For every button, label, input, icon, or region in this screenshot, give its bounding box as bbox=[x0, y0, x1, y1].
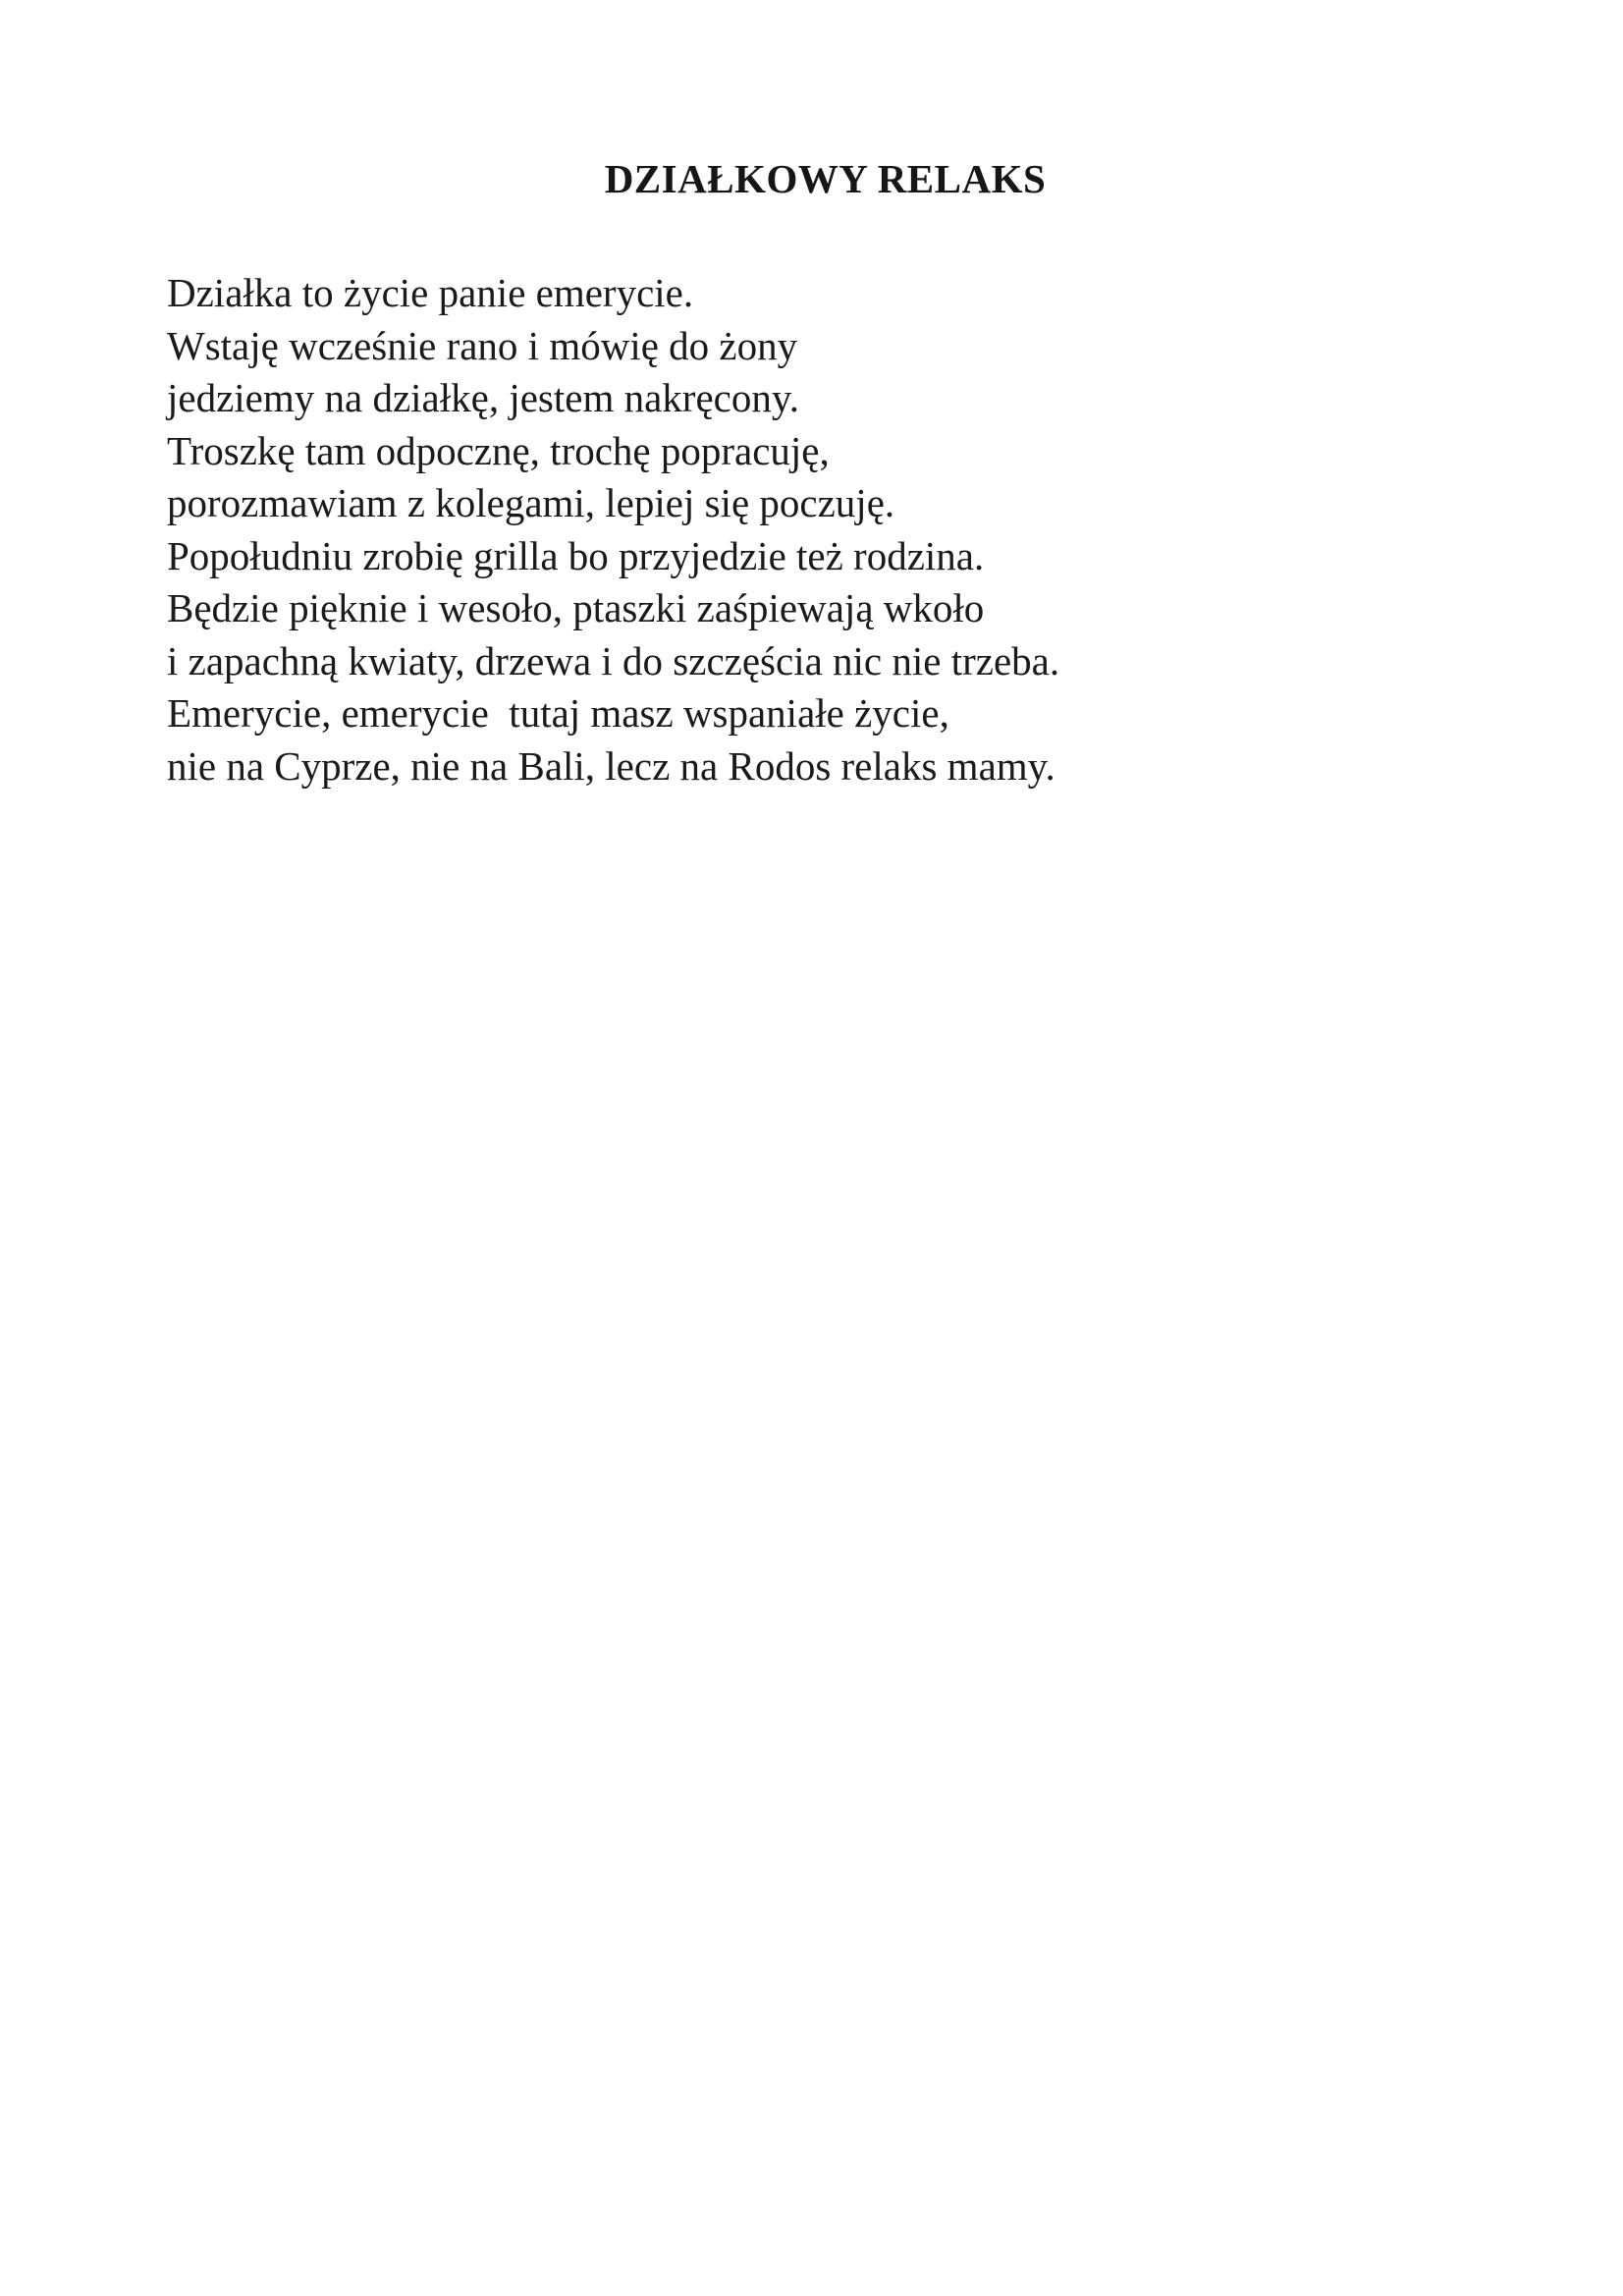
poem-line: Działka to życie panie emerycie. bbox=[167, 270, 694, 315]
poem-title: DZIAŁKOWY RELAKS bbox=[604, 156, 1047, 201]
poem-line: Troszkę tam odpocznę, trochę popracuję, bbox=[167, 427, 830, 473]
poem-line: nie na Cyprze, nie na Bali, lecz na Rodos relaks mamy. bbox=[167, 742, 1055, 789]
poem-body bbox=[167, 267, 1059, 793]
poem-line: Popołudniu zrobię grilla bo przyjedzie też rodzina. bbox=[167, 532, 985, 578]
poem-line: jedziemy na działkę, jestem nakręcony. bbox=[167, 375, 799, 420]
poem-line: Emerycie, emerycie tutaj masz wspaniałe życie, bbox=[167, 690, 949, 736]
poem-line: Będzie pięknie i wesoło, ptaszki zaśpiewają wkoło bbox=[167, 585, 985, 630]
poem-line: i zapachną kwiaty, drzewa i do szczęścia nic nie trzeba. bbox=[167, 637, 1060, 683]
poem-line: porozmawiam z kolegami, lepiej się poczuję. bbox=[167, 480, 895, 525]
poem-line: Wstaję wcześnie rano i mówię do żony bbox=[167, 322, 798, 368]
